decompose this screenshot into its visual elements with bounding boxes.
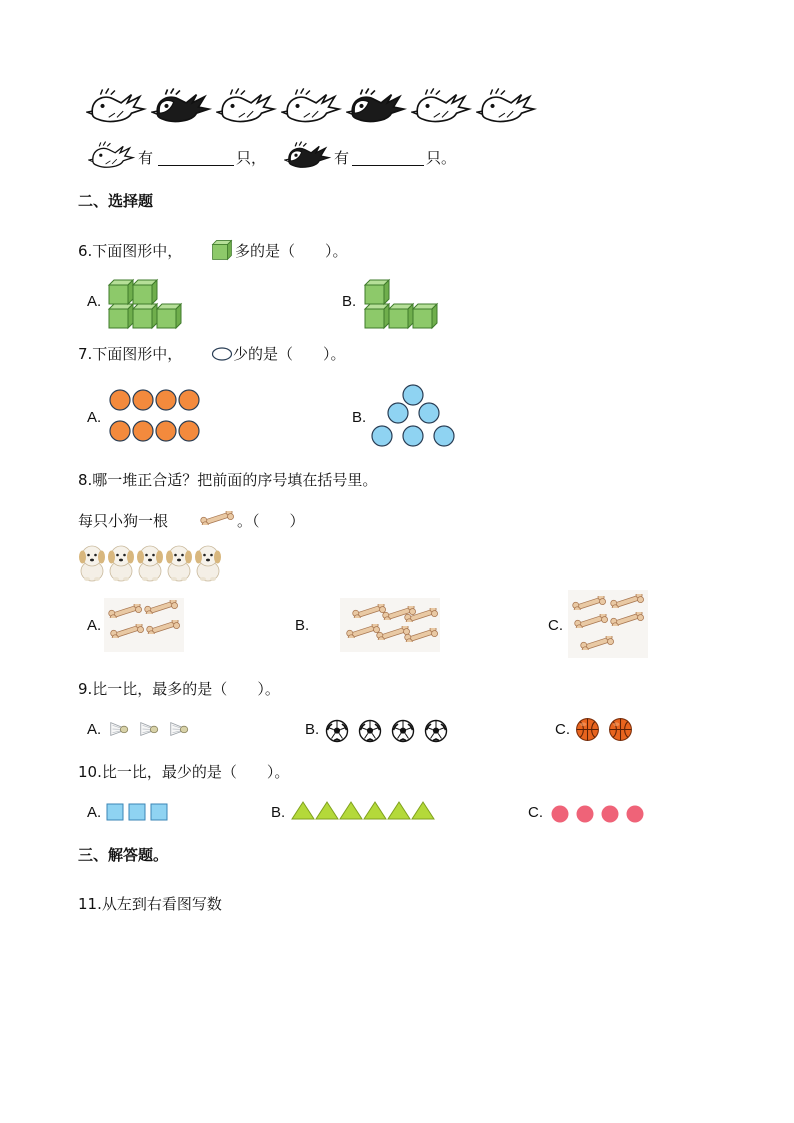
- q10-option-c[interactable]: C.: [528, 804, 543, 821]
- puppy-icon: [166, 546, 192, 581]
- basketball-icon: [610, 719, 632, 741]
- basketball-icon: [577, 719, 599, 741]
- black-bird-icon: [284, 140, 332, 172]
- bone-icon: [610, 591, 644, 611]
- q7-option-a[interactable]: A.: [87, 409, 102, 426]
- black-bird-icon: [152, 88, 209, 121]
- white-bird-icon: [87, 88, 144, 121]
- puppy-icon: [108, 546, 134, 581]
- bird-q-unit1: 只，: [236, 149, 267, 167]
- pink-circle: [627, 806, 644, 823]
- q9-shuttlecocks[interactable]: [108, 716, 198, 744]
- q10-option-b[interactable]: B.: [271, 804, 286, 821]
- cube-icon: [211, 239, 233, 261]
- bone-icon: [108, 601, 142, 621]
- section3-heading: 三、解答题。: [78, 846, 169, 864]
- orange-circle: [133, 390, 153, 410]
- q8-text: 8.哪一堆正合适？把前面的序号填在括号里。: [78, 471, 378, 489]
- soccer-ball-icon: [393, 721, 414, 742]
- blue-square: [129, 804, 145, 820]
- q8-bones-b[interactable]: [340, 598, 440, 652]
- bone-icon: [572, 593, 606, 613]
- bone-icon: [346, 621, 380, 641]
- q8-line2-after: 。（ ）: [237, 512, 305, 530]
- q6-option-a[interactable]: A.: [87, 293, 102, 310]
- q9-option-a[interactable]: A.: [87, 721, 102, 738]
- q6-option-b[interactable]: B.: [342, 293, 357, 310]
- bone-icon: [376, 623, 410, 643]
- blue-square: [151, 804, 167, 820]
- blue-circle: [419, 403, 439, 423]
- white-bird-blank[interactable]: [158, 150, 234, 166]
- bone-icon: [404, 625, 438, 645]
- soccer-ball-icon: [360, 721, 381, 742]
- orange-circle: [110, 421, 130, 441]
- q8-bones-c[interactable]: [568, 590, 648, 658]
- black-bird-icon: [347, 88, 404, 121]
- q8-bones-a[interactable]: [104, 598, 184, 652]
- soccer-ball-icon: [327, 721, 348, 742]
- white-bird-icon: [477, 88, 534, 121]
- section2-heading: 二、选择题: [78, 192, 154, 210]
- bird-q-part1: 有: [138, 149, 154, 167]
- q10-text: 10.比一比，最少的是（ ）。: [78, 763, 290, 781]
- shuttlecock-icon: [171, 723, 188, 736]
- q6-text-after: 多的是（ ）。: [235, 242, 348, 260]
- orange-circle: [179, 390, 199, 410]
- bone-icon: [146, 617, 180, 637]
- green-triangle: [292, 802, 314, 819]
- white-bird-icon: [282, 88, 339, 121]
- white-bird-icon: [412, 88, 469, 121]
- pink-circle: [552, 806, 569, 823]
- green-triangle: [412, 802, 434, 819]
- q7-circles-a[interactable]: [108, 388, 202, 444]
- blue-square: [107, 804, 123, 820]
- pink-circle: [602, 806, 619, 823]
- blue-circle: [403, 426, 423, 446]
- q8-line2-before: 每只小狗一根: [78, 512, 169, 530]
- blue-circle: [403, 385, 423, 405]
- pink-circle: [577, 806, 594, 823]
- bone-icon: [610, 609, 644, 629]
- q7-text-before: 7.下面图形中，: [78, 345, 183, 363]
- q11-text: 11.从左到右看图写数: [78, 895, 222, 913]
- q8-option-c[interactable]: C.: [548, 617, 563, 634]
- bird-row: [86, 86, 536, 130]
- q6-text-before: 6.下面图形中，: [78, 242, 183, 260]
- white-bird-icon: [217, 88, 274, 121]
- q7-text-after: 少的是（ ）。: [233, 345, 346, 363]
- green-triangle: [364, 802, 386, 819]
- q9-option-c[interactable]: C.: [555, 721, 570, 738]
- black-bird-blank[interactable]: [352, 150, 424, 166]
- puppy-icon: [195, 546, 221, 581]
- blue-circle: [388, 403, 408, 423]
- bird-q-unit2: 只。: [426, 149, 457, 167]
- bone-icon: [574, 611, 608, 631]
- bone-icon: [580, 633, 614, 653]
- bird-row-svg: [86, 86, 536, 130]
- bone-icon: [352, 601, 386, 621]
- q9-text: 9.比一比，最多的是（ ）。: [78, 680, 280, 698]
- orange-circle: [156, 421, 176, 441]
- q9-soccer-balls[interactable]: [325, 717, 455, 745]
- q9-option-b[interactable]: B.: [305, 721, 320, 738]
- q9-basketballs[interactable]: [575, 715, 639, 743]
- green-triangle: [388, 802, 410, 819]
- q8-option-a[interactable]: A.: [87, 617, 102, 634]
- q10-squares[interactable]: [106, 802, 176, 824]
- shuttlecock-icon: [141, 723, 158, 736]
- dog-row: [77, 542, 227, 584]
- white-bird-icon: [88, 140, 136, 172]
- green-triangle: [340, 802, 362, 819]
- orange-circle: [110, 390, 130, 410]
- puppy-icon: [137, 546, 163, 581]
- soccer-ball-icon: [426, 721, 447, 742]
- q7-circles-b[interactable]: [369, 384, 459, 448]
- q10-triangles[interactable]: [291, 800, 436, 822]
- green-triangle: [316, 802, 338, 819]
- shuttlecock-icon: [111, 723, 128, 736]
- q6-cube-stack-a[interactable]: [107, 276, 191, 330]
- q10-option-a[interactable]: A.: [87, 804, 102, 821]
- q8-option-b[interactable]: B.: [295, 617, 310, 634]
- orange-circle: [179, 421, 199, 441]
- bone-icon: [198, 508, 236, 528]
- blue-circle: [434, 426, 454, 446]
- bird-question: [88, 140, 568, 172]
- puppy-icon: [79, 546, 105, 581]
- orange-circle: [133, 421, 153, 441]
- q7-option-b[interactable]: B.: [352, 409, 367, 426]
- oval-icon: [211, 346, 233, 362]
- q6-cube-stack-b[interactable]: [363, 276, 447, 330]
- bone-icon: [144, 597, 178, 617]
- q10-circles[interactable]: [551, 803, 647, 825]
- blue-circle: [372, 426, 392, 446]
- orange-circle: [156, 390, 176, 410]
- bone-icon: [110, 621, 144, 641]
- bird-q-part2: 有: [334, 149, 350, 167]
